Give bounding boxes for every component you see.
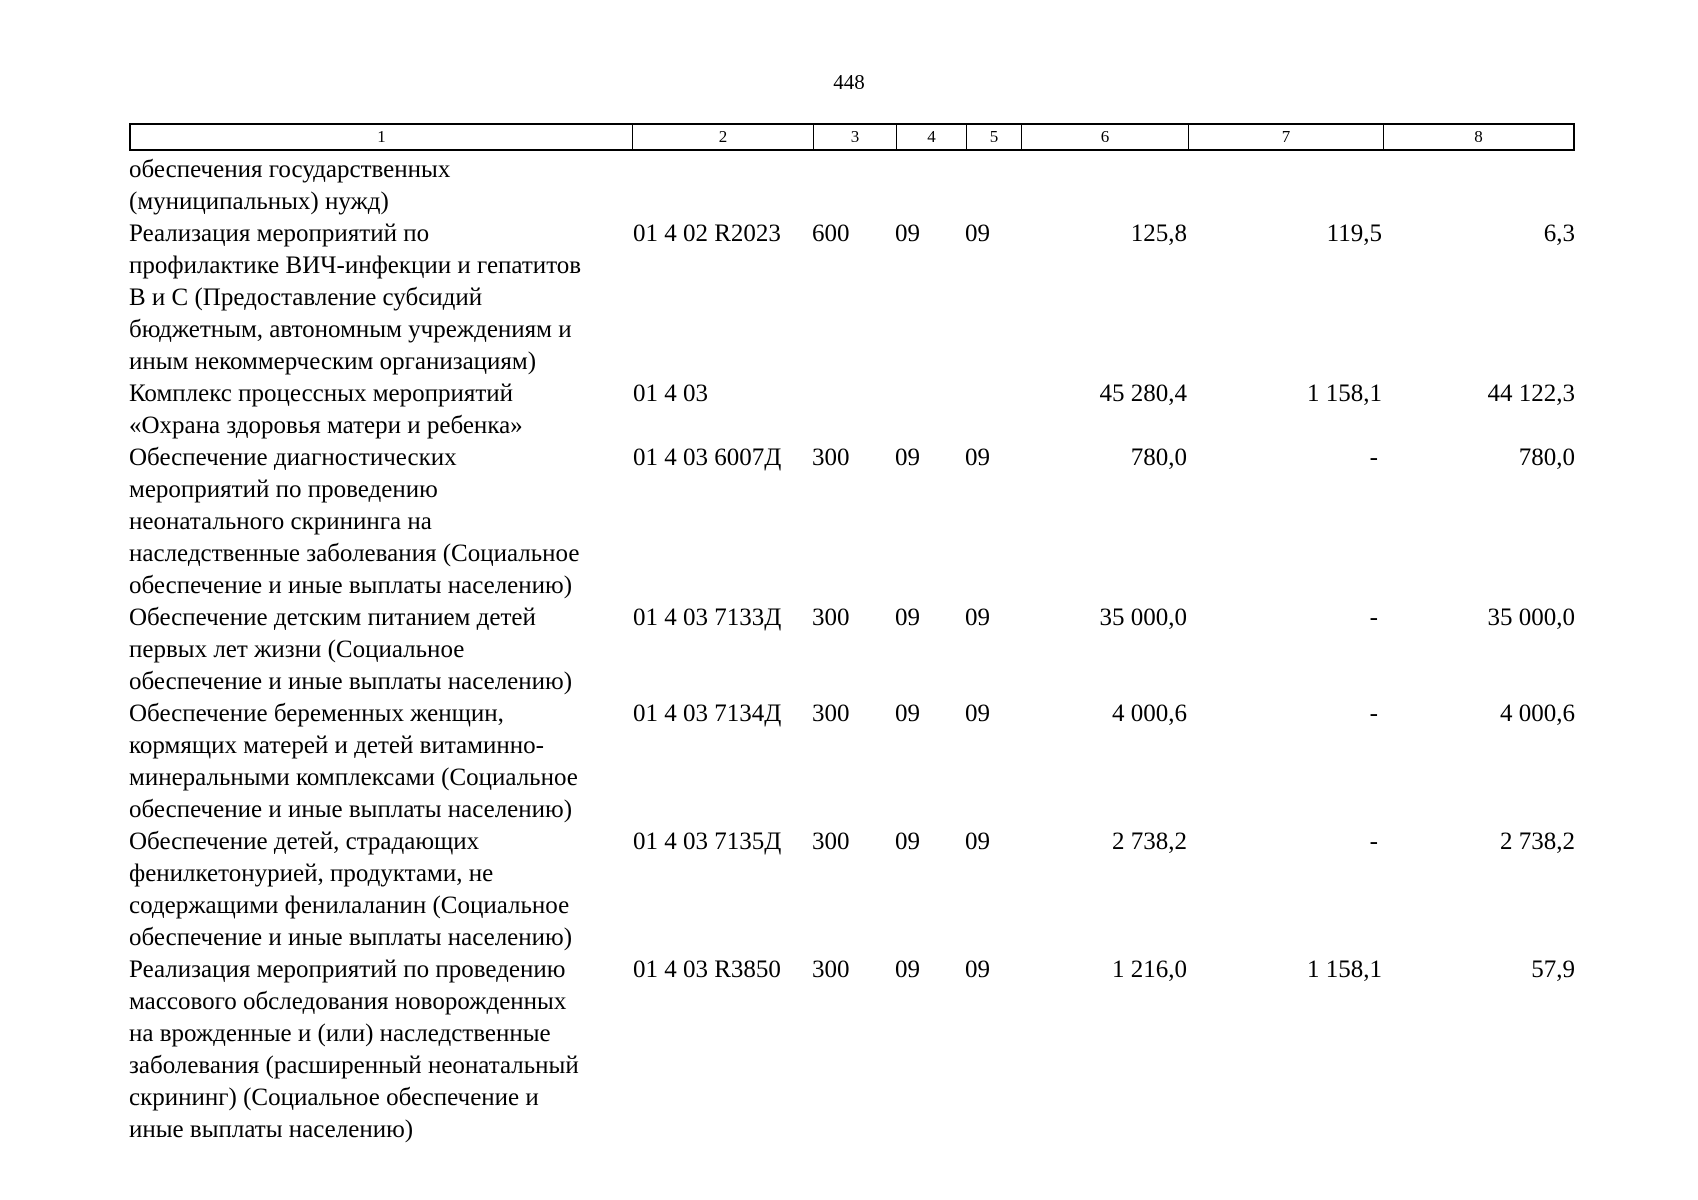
cell-vr: 300: [812, 700, 850, 727]
cell-code: 01 4 03 6007Д: [633, 444, 782, 471]
cell-vr: 300: [812, 956, 850, 983]
cell-rz: 09: [895, 220, 920, 247]
cell-name: Реализация мероприятий по проведению массового обследования новорожденных на врожденные и (или) наследственные заболевания (расширенный неонатальный скрининг) (Социальное обеспечение и иные выплаты населению): [129, 956, 579, 1143]
table-row: [129, 954, 1575, 1146]
cell-reg: 2 738,2: [1500, 828, 1575, 855]
cell-reg: 57,9: [1531, 956, 1575, 983]
cell-code: 01 4 03 7133Д: [633, 604, 782, 631]
cell-fed: 1 158,1: [1307, 380, 1382, 407]
table-header: [129, 123, 1575, 151]
cell-total: 1 216,0: [1112, 956, 1187, 983]
header-col-7: 7: [1189, 125, 1384, 149]
cell-fed: -: [1369, 444, 1378, 471]
cell-rz: 09: [895, 828, 920, 855]
table-row: [129, 218, 1575, 378]
table-row: [129, 698, 1575, 826]
cell-reg: 44 122,3: [1487, 380, 1575, 407]
header-col-1: 1: [131, 125, 633, 149]
cell-total: 45 280,4: [1099, 380, 1187, 407]
header-col-2: 2: [633, 125, 814, 149]
page-number: 448: [833, 70, 865, 94]
cell-pr: 09: [965, 444, 990, 471]
cell-pr: 09: [965, 700, 990, 727]
table-row: [129, 602, 1575, 698]
cell-fed: 119,5: [1326, 220, 1382, 247]
header-col-8: 8: [1474, 127, 1483, 146]
cell-rz: 09: [895, 700, 920, 727]
cell-vr: 300: [812, 444, 850, 471]
header-col-4: 4: [897, 125, 967, 149]
cell-rz: 09: [895, 444, 920, 471]
cell-rz: 09: [895, 604, 920, 631]
cell-name: Обеспечение детским питанием детей первых лет жизни (Социальное обеспечение и иные выплаты населению): [129, 604, 573, 695]
cell-code: 01 4 03 R3850: [633, 956, 781, 983]
cell-total: 35 000,0: [1099, 604, 1187, 631]
cell-code: 01 4 03: [633, 380, 708, 407]
table-body: [129, 154, 1575, 1146]
cell-code: 01 4 02 R2023: [633, 220, 781, 247]
cell-vr: 300: [812, 828, 850, 855]
cell-pr: 09: [965, 604, 990, 631]
cell-pr: 09: [965, 220, 990, 247]
header-col-5: 5: [967, 125, 1022, 149]
cell-name: Реализация мероприятий по профилактике ВИЧ-инфекции и гепатитов В и С (Предоставление субсидий бюджетным, автономным учреждениям и иным некоммерческим организациям): [129, 220, 582, 375]
cell-reg: 780,0: [1518, 444, 1575, 471]
cell-total: 2 738,2: [1112, 828, 1187, 855]
table-row: [129, 154, 1575, 218]
cell-reg: 35 000,0: [1487, 604, 1575, 631]
cell-total: 780,0: [1130, 444, 1187, 471]
cell-reg: 6,3: [1543, 220, 1575, 247]
cell-pr: 09: [965, 828, 990, 855]
cell-total: 125,8: [1130, 220, 1187, 247]
cell-rz: 09: [895, 956, 920, 983]
cell-name: Обеспечение беременных женщин, кормящих матерей и детей витаминно- минеральными комплексами (Социальное обеспечение и иные выплаты населению): [129, 700, 578, 823]
header-col-6: 6: [1022, 125, 1189, 149]
cell-name: обеспечения государственных (муниципальных) нужд): [129, 156, 451, 215]
cell-name: Обеспечение детей, страдающих фенилкетонурией, продуктами, не содержащими фенилаланин (Социальное обеспечение и иные выплаты населению): [129, 828, 573, 951]
table-row: [129, 378, 1575, 442]
cell-reg: 4 000,6: [1500, 700, 1575, 727]
header-col-3: 3: [814, 125, 897, 149]
table-row: [129, 826, 1575, 954]
cell-name: Обеспечение диагностических мероприятий по проведению неонатального скрининга на наследственные заболевания (Социальное обеспечение и иные выплаты населению): [129, 444, 580, 599]
cell-fed: -: [1369, 828, 1378, 855]
cell-vr: 600: [812, 220, 850, 247]
cell-code: 01 4 03 7135Д: [633, 828, 782, 855]
cell-name: Комплекс процессных мероприятий «Охрана здоровья матери и ребенка»: [129, 380, 523, 439]
cell-fed: 1 158,1: [1307, 956, 1382, 983]
cell-total: 4 000,6: [1112, 700, 1187, 727]
cell-code: 01 4 03 7134Д: [633, 700, 782, 727]
cell-fed: -: [1369, 700, 1378, 727]
cell-pr: 09: [965, 956, 990, 983]
cell-vr: 300: [812, 604, 850, 631]
table-row: [129, 442, 1575, 602]
cell-fed: -: [1369, 604, 1378, 631]
